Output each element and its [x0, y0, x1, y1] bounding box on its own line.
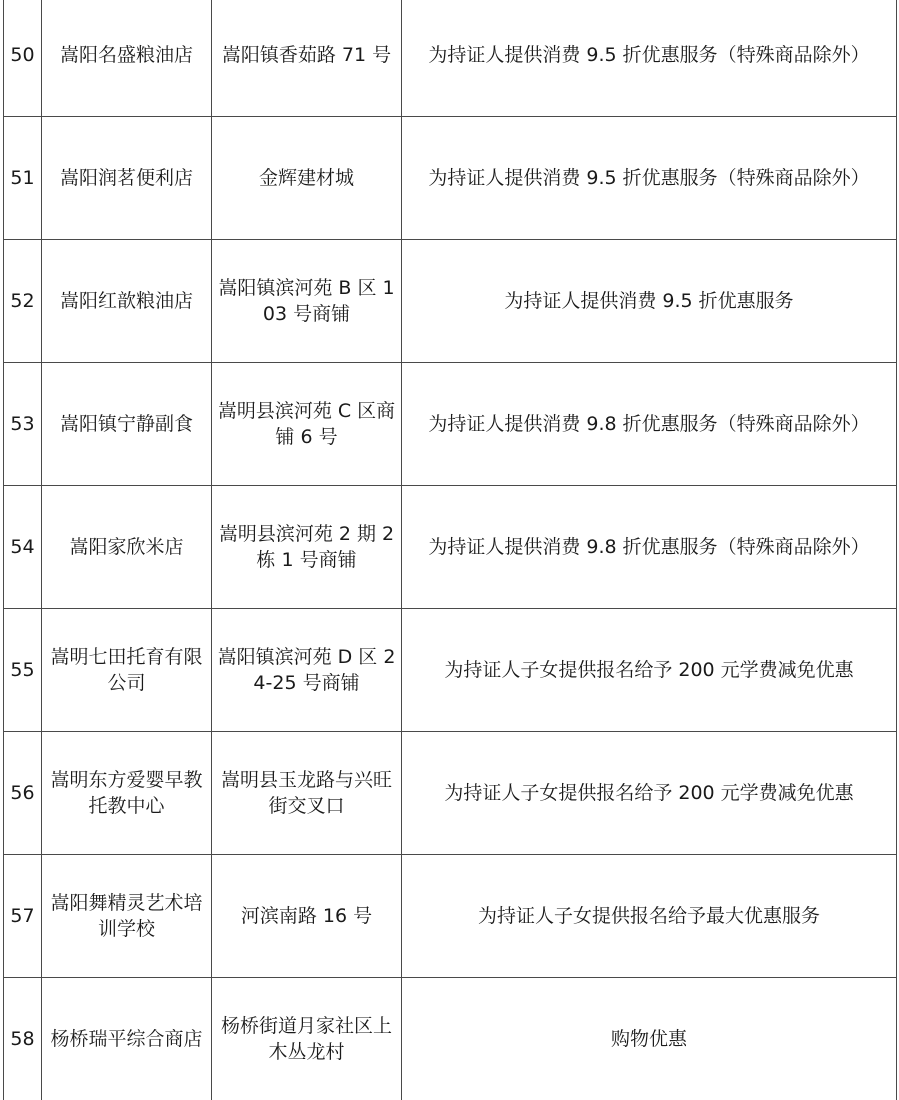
table-row [4, 0, 897, 117]
merchant-address: 嵩明县滨河苑 C 区商铺 6 号 [212, 363, 402, 486]
discount-offer: 为持证人提供消费 9.5 折优惠服务（特殊商品除外） [402, 0, 897, 117]
merchant-address: 嵩明县滨河苑 2 期 2 栋 1 号商铺 [212, 486, 402, 609]
merchant-address: 河滨南路 16 号 [212, 855, 402, 978]
discount-offer: 为持证人子女提供报名给予最大优惠服务 [402, 855, 897, 978]
discount-offer: 为持证人提供消费 9.8 折优惠服务（特殊商品除外） [402, 363, 897, 486]
merchant-address: 嵩阳镇香茹路 71 号 [212, 0, 402, 117]
merchant-address: 杨桥街道月家社区上木丛龙村 [212, 978, 402, 1100]
merchant-address: 嵩阳镇滨河苑 B 区 103 号商铺 [212, 240, 402, 363]
merchant-name: 嵩阳镇宁静副食 [42, 363, 212, 486]
row-number: 56 [4, 732, 42, 855]
table-row [4, 978, 897, 1100]
row-number: 51 [4, 117, 42, 240]
merchant-name: 嵩阳红歆粮油店 [42, 240, 212, 363]
merchant-name: 杨桥瑞平综合商店 [42, 978, 212, 1100]
table-row [4, 240, 897, 363]
merchant-name: 嵩阳名盛粮油店 [42, 0, 212, 117]
merchant-address: 嵩阳镇滨河苑 D 区 24-25 号商铺 [212, 609, 402, 732]
table-row [4, 855, 897, 978]
row-number: 58 [4, 978, 42, 1100]
merchant-discount-table [3, 0, 897, 1100]
row-number: 50 [4, 0, 42, 117]
merchant-name: 嵩明七田托育有限公司 [42, 609, 212, 732]
discount-offer: 为持证人子女提供报名给予 200 元学费减免优惠 [402, 609, 897, 732]
merchant-name: 嵩阳家欣米店 [42, 486, 212, 609]
discount-offer: 为持证人提供消费 9.8 折优惠服务（特殊商品除外） [402, 486, 897, 609]
row-number: 52 [4, 240, 42, 363]
discount-offer: 为持证人提供消费 9.5 折优惠服务 [402, 240, 897, 363]
row-number: 55 [4, 609, 42, 732]
table-row [4, 117, 897, 240]
discount-offer: 购物优惠 [402, 978, 897, 1100]
table-row [4, 732, 897, 855]
discount-offer: 为持证人子女提供报名给予 200 元学费减免优惠 [402, 732, 897, 855]
table-row [4, 363, 897, 486]
table-row [4, 609, 897, 732]
table-row [4, 486, 897, 609]
merchant-name: 嵩阳润茗便利店 [42, 117, 212, 240]
merchant-name: 嵩明东方爱婴早教托教中心 [42, 732, 212, 855]
discount-offer: 为持证人提供消费 9.5 折优惠服务（特殊商品除外） [402, 117, 897, 240]
row-number: 53 [4, 363, 42, 486]
row-number: 57 [4, 855, 42, 978]
merchant-name: 嵩阳舞精灵艺术培训学校 [42, 855, 212, 978]
row-number: 54 [4, 486, 42, 609]
merchant-address: 金辉建材城 [212, 117, 402, 240]
merchant-address: 嵩明县玉龙路与兴旺街交叉口 [212, 732, 402, 855]
